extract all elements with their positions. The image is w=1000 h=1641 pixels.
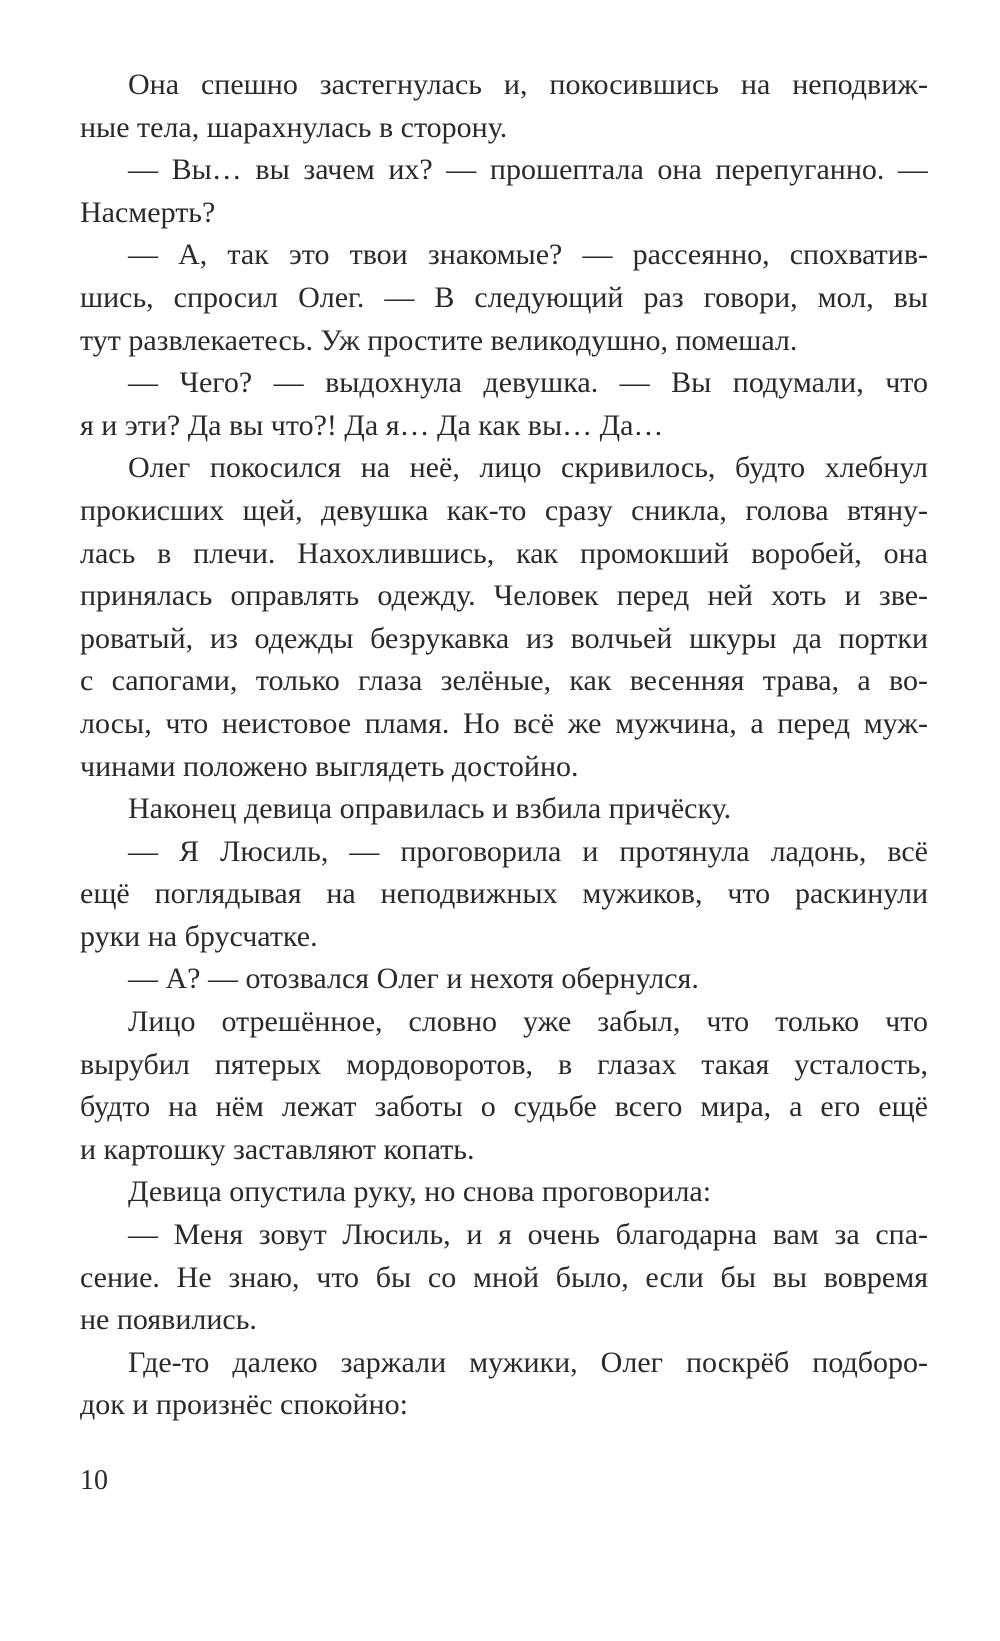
text-line: и картошку заставляют копать. bbox=[80, 1132, 475, 1166]
text-line: ещё поглядывая на неподвижных мужиков, что раскинули bbox=[80, 877, 928, 911]
paragraph-first-line: Наконец девица оправилась и взбила причёску. bbox=[128, 792, 732, 826]
text-line: лась в плечи. Нахохлившись, как промокший воробей, она bbox=[80, 536, 928, 570]
text-line: руки на брусчатке. bbox=[80, 919, 318, 953]
page-body-text bbox=[80, 64, 928, 1427]
text-line: док и произнёс спокойно: bbox=[80, 1388, 408, 1422]
paragraph-first-line: — Я Люсиль, — проговорила и протянула ладонь, всё bbox=[128, 834, 928, 868]
text-line: ные тела, шарахнулась в сторону. bbox=[80, 110, 508, 144]
text-line: будто на нём лежат заботы о судьбе всего мира, а его ещё bbox=[80, 1090, 928, 1124]
paragraph-first-line: — Меня зовут Люсиль, и я очень благодарна вам за спа- bbox=[128, 1218, 928, 1252]
text-line: лосы, что неистовое пламя. Но всё же мужчина, а перед муж- bbox=[80, 706, 928, 740]
text-line: не появились. bbox=[80, 1303, 257, 1337]
text-line: с сапогами, только глаза зелёные, как весенняя трава, а во- bbox=[80, 664, 928, 698]
text-line: Насмерть? bbox=[80, 195, 216, 229]
page-number: 10 bbox=[80, 1465, 108, 1496]
paragraph-first-line: Девица опустила руку, но снова проговорила: bbox=[128, 1175, 712, 1209]
paragraph-first-line: — Чего? — выдохнула девушка. — Вы подумали, что bbox=[128, 366, 928, 400]
text-line: я и эти? Да вы что?! Да я… Да как вы… Да… bbox=[80, 408, 664, 442]
paragraph-first-line: Она спешно застегнулась и, покосившись на неподвиж- bbox=[128, 68, 928, 101]
text-line: шись, спросил Олег. — В следующий раз говори, мол, вы bbox=[80, 280, 928, 314]
paragraph-first-line: Где-то далеко заржали мужики, Олег поскрёб подборо- bbox=[128, 1345, 928, 1379]
paragraph-first-line: Олег покосился на неё, лицо скривилось, будто хлебнул bbox=[128, 451, 928, 485]
paragraph-first-line: — Вы… вы зачем их? — прошептала она перепуганно. — bbox=[128, 153, 928, 187]
text-line: вырубил пятерых мордоворотов, в глазах такая усталость, bbox=[80, 1047, 928, 1081]
text-line: тут развлекаетесь. Уж простите великодушно, помешал. bbox=[80, 323, 798, 357]
text-line: прокисших щей, девушка как-то сразу сникла, голова втяну- bbox=[80, 493, 928, 527]
paragraph-first-line: Лицо отрешённое, словно уже забыл, что только что bbox=[128, 1005, 928, 1039]
text-line: роватый, из одежды безрукавка из волчьей шкуры да портки bbox=[80, 621, 928, 655]
paragraph-first-line: — А, так это твои знакомые? — рассеянно, спохватив- bbox=[128, 238, 928, 272]
text-line: сение. Не знаю, что бы со мной было, если бы вы вовремя bbox=[80, 1260, 928, 1294]
text-line: принялась оправлять одежду. Человек перед ней хоть и зве- bbox=[80, 579, 928, 613]
paragraph-first-line: — А? — отозвался Олег и нехотя обернулся. bbox=[128, 962, 699, 996]
text-line: чинами положено выглядеть достойно. bbox=[80, 749, 579, 783]
